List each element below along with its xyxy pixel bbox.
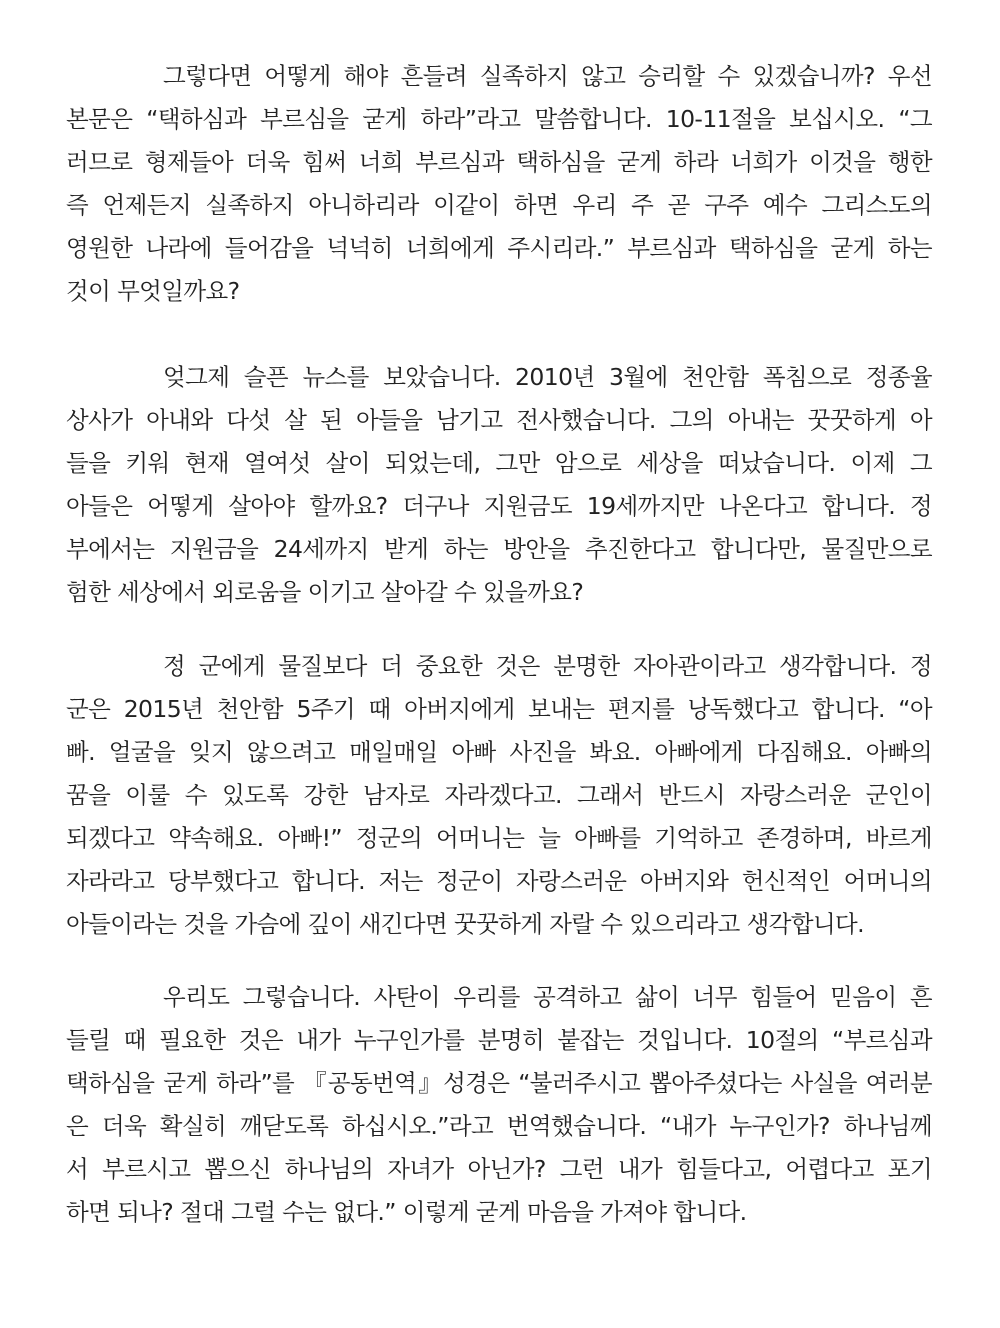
- paragraph-4: [66, 976, 932, 1234]
- text-line: 하면 되나? 절대 그럴 수는 없다.” 이렇게 굳게 마음을 가져야 합니다.: [66, 1198, 747, 1226]
- text-line: 그렇다면 어떻게 해야 흔들려 실족하지 않고 승리할 수 있겠습니까? 우선: [163, 62, 932, 90]
- paragraph-3: [66, 645, 932, 946]
- text-line: 상사가 아내와 다섯 살 된 아들을 남기고 전사했습니다. 그의 아내는 꿋꿋하게 아: [66, 406, 932, 434]
- text-line: 아들이라는 것을 가슴에 깊이 새긴다면 꿋꿋하게 자랄 수 있으리라고 생각합니다.: [66, 910, 865, 938]
- text-line: 러므로 형제들아 더욱 힘써 너희 부르심과 택하심을 굳게 하라 너희가 이것을 행한: [66, 148, 932, 176]
- text-line: 되겠다고 약속해요. 아빠!” 정군의 어머니는 늘 아빠를 기억하고 존경하며, 바르게: [66, 824, 932, 852]
- paragraph-2: [66, 356, 932, 614]
- text-line: 군은 2015년 천안함 5주기 때 아버지에게 보내는 편지를 낭독했다고 합니다. “아: [66, 695, 932, 723]
- text-line: 정 군에게 물질보다 더 중요한 것은 분명한 자아관이라고 생각합니다. 정: [163, 652, 932, 680]
- text-line: 것이 무엇일까요?: [66, 277, 240, 305]
- text-line: 은 더욱 확실히 깨닫도록 하십시오.”라고 번역했습니다. “내가 누구인가? 하나님께: [66, 1112, 932, 1140]
- paragraph-1: [66, 55, 932, 313]
- text-line: 자라라고 당부했다고 합니다. 저는 정군이 자랑스러운 아버지와 헌신적인 어머니의: [66, 867, 932, 895]
- text-line: 들릴 때 필요한 것은 내가 누구인가를 분명히 붙잡는 것입니다. 10절의 “부르심과: [66, 1026, 932, 1054]
- text-line: 들을 키워 현재 열여섯 살이 되었는데, 그만 암으로 세상을 떠났습니다. 이제 그: [66, 449, 932, 477]
- text-line: 서 부르시고 뽑으신 하나님의 자녀가 아닌가? 그런 내가 힘들다고, 어렵다고 포기: [66, 1155, 932, 1183]
- text-line: 꿈을 이룰 수 있도록 강한 남자로 자라겠다고. 그래서 반드시 자랑스러운 군인이: [66, 781, 932, 809]
- text-line: 빠. 얼굴을 잊지 않으려고 매일매일 아빠 사진을 봐요. 아빠에게 다짐해요. 아빠의: [66, 738, 932, 766]
- text-line: 엊그제 슬픈 뉴스를 보았습니다. 2010년 3월에 천안함 폭침으로 정종율: [163, 363, 932, 391]
- text-line: 우리도 그렇습니다. 사탄이 우리를 공격하고 삶이 너무 힘들어 믿음이 흔: [163, 983, 932, 1011]
- text-line: 영원한 나라에 들어감을 넉넉히 너희에게 주시리라.” 부르심과 택하심을 굳게 하는: [66, 234, 932, 262]
- text-line: 부에서는 지원금을 24세까지 받게 하는 방안을 추진한다고 합니다만, 물질만으로: [66, 535, 932, 563]
- text-line: 즉 언제든지 실족하지 아니하리라 이같이 하면 우리 주 곧 구주 예수 그리스도의: [66, 191, 932, 219]
- text-line: 아들은 어떻게 살아야 할까요? 더구나 지원금도 19세까지만 나온다고 합니다. 정: [66, 492, 932, 520]
- text-line: 택하심을 굳게 하라”를 『공동번역』성경은 “불러주시고 뽑아주셨다는 사실을 여러분: [66, 1069, 932, 1097]
- text-line: 본문은 “택하심과 부르심을 굳게 하라”라고 말씀합니다. 10-11절을 보십시오. “그: [66, 105, 932, 133]
- text-line: 험한 세상에서 외로움을 이기고 살아갈 수 있을까요?: [66, 578, 584, 606]
